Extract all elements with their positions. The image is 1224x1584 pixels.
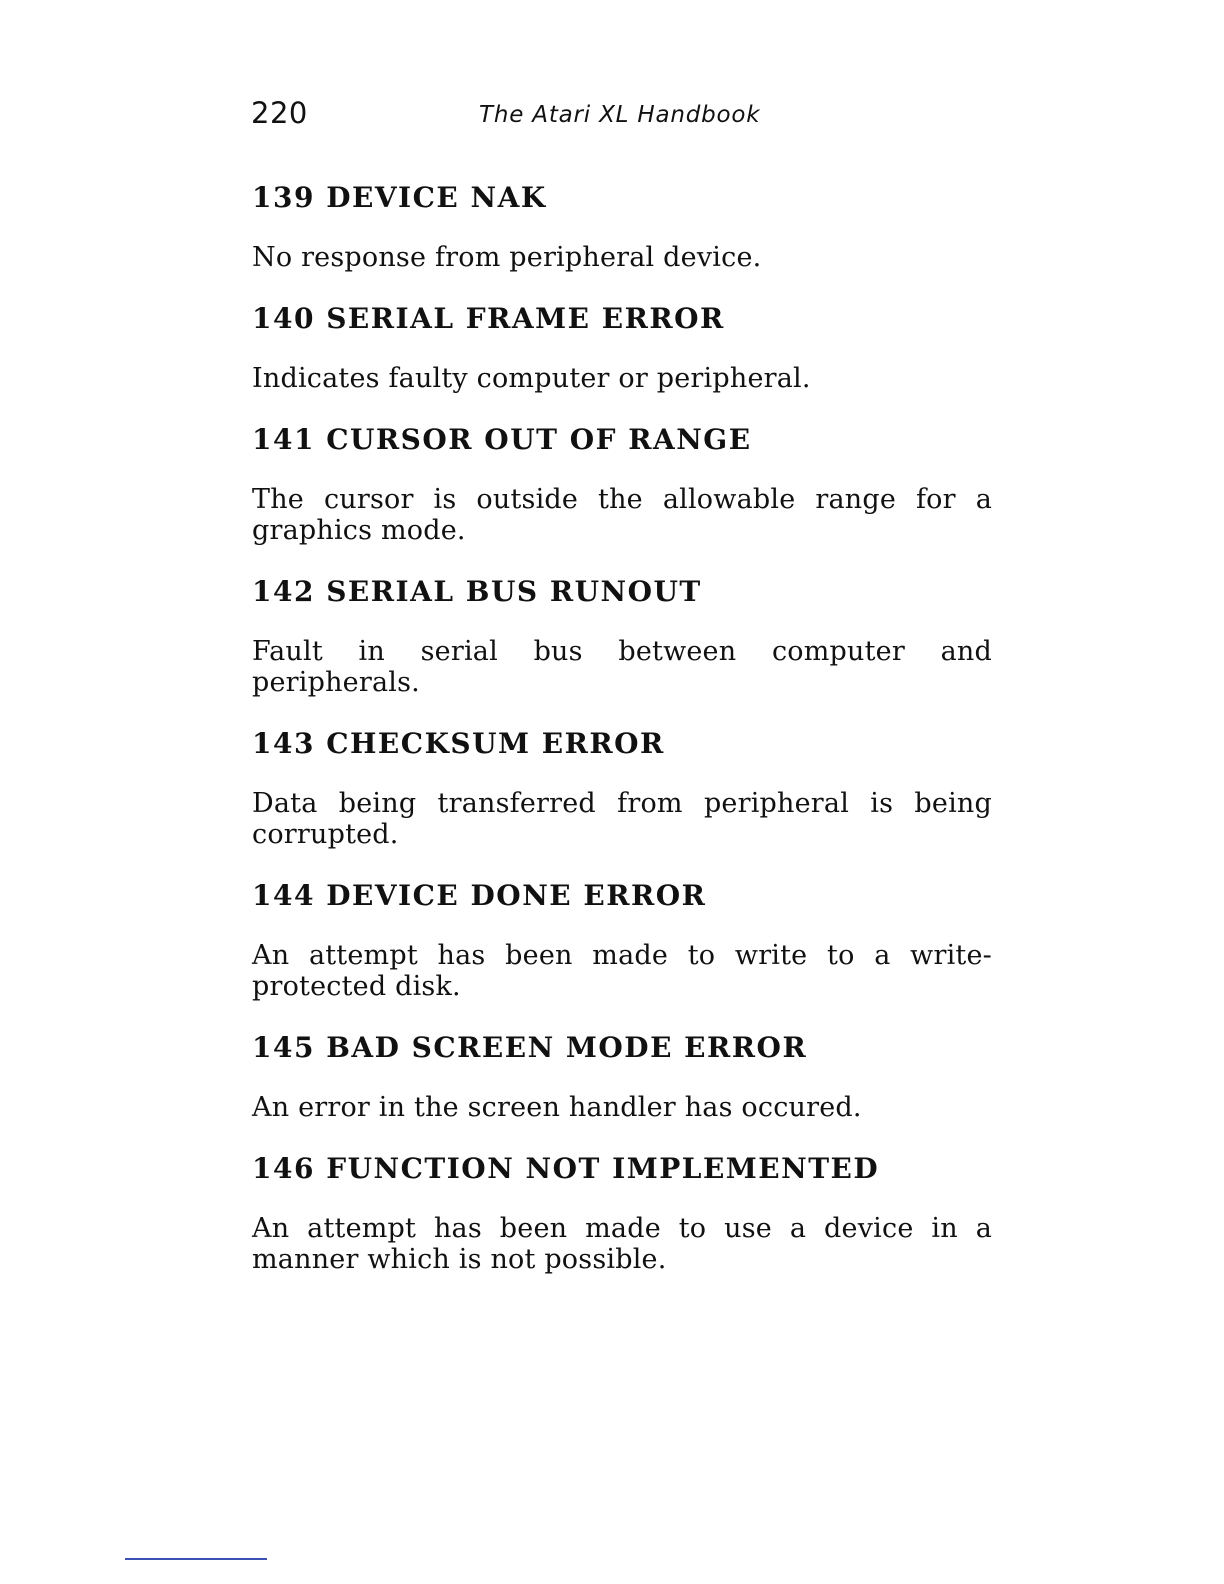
error-title: 143 CHECKSUM ERROR [252,727,665,760]
error-title: 146 FUNCTION NOT IMPLEMENTED [252,1152,880,1185]
error-description: Data being transferred from peripheral is being corrupted. [252,788,992,850]
error-title: 141 CURSOR OUT OF RANGE [252,423,752,456]
error-title: 144 DEVICE DONE ERROR [252,879,707,912]
error-description: An attempt has been made to use a device in a manner which is not possible. [252,1213,992,1275]
error-title: 145 BAD SCREEN MODE ERROR [252,1031,808,1064]
error-entry [252,1151,992,1275]
error-description: No response from peripheral device. [252,242,762,273]
error-entry [252,1030,992,1123]
error-entry [252,180,992,273]
error-description: An error in the screen handler has occured. [252,1092,862,1123]
error-description: The cursor is outside the allowable range for a graphics mode. [252,484,992,546]
error-entry [252,878,992,1002]
error-entry [252,301,992,394]
error-title: 140 SERIAL FRAME ERROR [252,302,725,335]
error-description: Fault in serial bus between computer and peripherals. [252,636,992,698]
error-entry [252,574,992,698]
error-entry [252,422,992,546]
error-code-list [252,180,992,1303]
running-header [251,96,991,136]
error-title: 142 SERIAL BUS RUNOUT [252,575,702,608]
error-title: 139 DEVICE NAK [252,181,547,214]
error-description: An attempt has been made to write to a write-protected disk. [252,940,992,1002]
error-description: Indicates faulty computer or peripheral. [252,363,811,394]
page-number: 220 [251,96,308,130]
footer-rule [125,1558,267,1560]
error-entry [252,726,992,850]
book-title: The Atari XL Handbook [479,102,761,128]
